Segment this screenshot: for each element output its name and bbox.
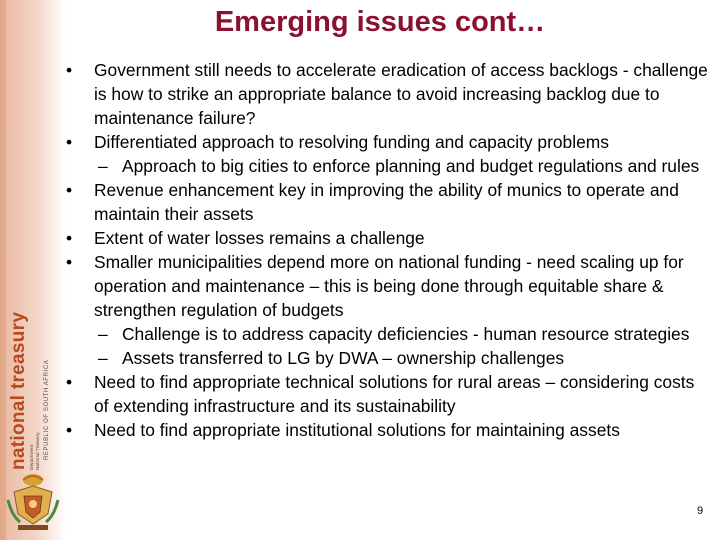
coat-of-arms-icon <box>4 470 62 532</box>
bullet-text: Need to find appropriate institutional solutions for maintaining assets <box>94 420 620 440</box>
bullet-text: Differentiated approach to resolving funding and capacity problems <box>94 132 609 152</box>
bullet-marker: • <box>66 372 73 392</box>
bullet-marker: • <box>66 60 73 80</box>
sub-bullet-item <box>62 322 710 346</box>
bullet-item <box>62 418 710 442</box>
bullet-text: Government still needs to accelerate eradication of access backlogs - challenge is how to strike an appropriate balance to avoid increasing backlog due to maintenance failure? <box>94 60 708 128</box>
sub-bullet-text: Challenge is to address capacity deficiencies - human resource strategies <box>122 324 690 344</box>
sub-bullet-text: Assets transferred to LG by DWA – ownership challenges <box>122 348 565 368</box>
department-label <box>30 340 42 470</box>
bullet-marker: • <box>66 180 73 200</box>
bullet-text: Smaller municipalities depend more on national funding - need scaling up for operation and maintenance – this is being done through equitable share & strengthen regulation of budgets <box>94 252 684 320</box>
dash-marker: – <box>98 348 108 368</box>
department-line: National Treasury <box>36 432 41 470</box>
bullet-marker: • <box>66 132 73 152</box>
republic-label: REPUBLIC OF SOUTH AFRICA <box>44 359 50 460</box>
bullet-item <box>62 130 710 154</box>
bullet-list <box>62 58 710 442</box>
national-treasury-logo-text: national treasury <box>8 311 29 470</box>
dash-marker: – <box>98 156 108 176</box>
bullet-item <box>62 370 710 418</box>
sub-bullet-item <box>62 154 710 178</box>
bullet-marker: • <box>66 228 73 248</box>
bullet-item <box>62 226 710 250</box>
bullet-item <box>62 250 710 322</box>
department-line: Department: <box>30 443 35 470</box>
bullet-text: Need to find appropriate technical solutions for rural areas – considering costs of extending infrastructure and its sustainability <box>94 372 695 416</box>
sub-bullet-text: Approach to big cities to enforce planning and budget regulations and rules <box>122 156 700 176</box>
bullet-marker: • <box>66 420 73 440</box>
bullet-item <box>62 58 710 130</box>
dash-marker: – <box>98 324 108 344</box>
bullet-item <box>62 178 710 226</box>
bullet-marker: • <box>66 252 73 272</box>
sub-bullet-item <box>62 346 710 370</box>
page-number: 9 <box>697 505 704 517</box>
bullet-text: Extent of water losses remains a challenge <box>94 228 425 248</box>
bullet-text: Revenue enhancement key in improving the ability of munics to operate and maintain their assets <box>94 180 679 224</box>
slide-title: Emerging issues cont… <box>214 6 546 38</box>
